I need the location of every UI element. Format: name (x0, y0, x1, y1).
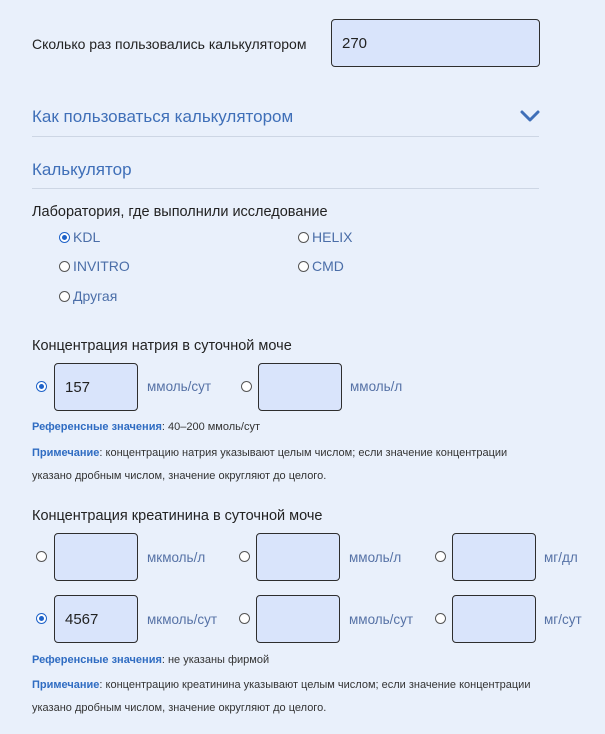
creatinine-reference-value: : не указаны фирмой (161, 654, 270, 666)
sodium-input-mmol-l[interactable] (258, 363, 342, 411)
sodium-radio-mmol-day[interactable] (36, 381, 47, 392)
creatinine-unit-mg-dl: мг/дл (544, 550, 578, 565)
creatinine-radio-umol-day[interactable] (36, 613, 47, 624)
usage-count-field[interactable]: 270 (331, 19, 540, 67)
lab-option-helix-label[interactable]: HELIX (312, 229, 353, 245)
creatinine-input-mg-day[interactable] (452, 595, 536, 643)
sodium-reference-label: Референсные значения (32, 421, 162, 433)
creatinine-radio-mmol-day[interactable] (239, 613, 250, 624)
creatinine-input-mg-dl[interactable] (452, 533, 536, 581)
sodium-unit-mmol-day: ммоль/сут (147, 379, 212, 394)
creatinine-radio-mmol-l[interactable] (239, 551, 250, 562)
creatinine-unit-mg-day: мг/сут (544, 612, 582, 627)
creatinine-unit-mmol-day: ммоль/сут (349, 612, 414, 627)
sodium-reference (32, 421, 260, 433)
creatinine-unit-mmol-l: ммоль/л (349, 550, 402, 565)
usage-count-label: Сколько раз пользовались калькулятором (32, 36, 307, 52)
creatinine-radio-umol-l[interactable] (36, 551, 47, 562)
sodium-unit-mmol-l: ммоль/л (350, 379, 403, 394)
sodium-reference-value: : 40–200 ммоль/сут (161, 421, 260, 433)
lab-radio-kdl[interactable] (59, 232, 70, 243)
chevron-down-icon[interactable] (519, 108, 541, 124)
creatinine-question: Концентрация креатинина в суточной моче (32, 508, 323, 524)
lab-radio-other[interactable] (59, 291, 70, 302)
divider (32, 188, 539, 189)
lab-option-kdl-label[interactable]: KDL (73, 229, 101, 245)
creatinine-unit-umol-l: мкмоль/л (147, 550, 206, 565)
sodium-input-mmol-day[interactable]: 157 (54, 363, 138, 411)
creatinine-radio-mg-dl[interactable] (435, 551, 446, 562)
how-to-use-accordion-title[interactable]: Как пользоваться калькулятором (32, 107, 294, 126)
sodium-note-line2: указано дробным числом, значение округляют до целого. (32, 470, 327, 482)
lab-question: Лаборатория, где выполнили исследование (32, 204, 328, 220)
creatinine-note-line2: указано дробным числом, значение округляют до целого. (32, 702, 327, 714)
creatinine-unit-umol-day: мкмоль/сут (147, 612, 218, 627)
creatinine-input-mmol-day[interactable] (256, 595, 340, 643)
lab-radio-helix[interactable] (298, 232, 309, 243)
calculator-title: Калькулятор (32, 160, 132, 179)
sodium-note (32, 442, 572, 488)
creatinine-reference (32, 654, 269, 666)
sodium-question: Концентрация натрия в суточной моче (32, 338, 292, 354)
lab-option-cmd-label[interactable]: CMD (312, 258, 344, 274)
creatinine-note-label: Примечание (32, 679, 100, 691)
lab-option-invitro-label[interactable]: INVITRO (73, 258, 130, 274)
creatinine-reference-label: Референсные значения (32, 654, 162, 666)
creatinine-note-line1: : концентрацию креатинина указывают целым числом; если значение концентрации (99, 679, 531, 691)
lab-option-other-label[interactable]: Другая (73, 288, 118, 304)
creatinine-input-umol-l[interactable] (54, 533, 138, 581)
sodium-radio-mmol-l[interactable] (241, 381, 252, 392)
sodium-note-line1: : концентрацию натрия указывают целым числом; если значение концентрации (99, 447, 508, 459)
sodium-note-label: Примечание (32, 447, 100, 459)
creatinine-input-umol-day[interactable]: 4567 (54, 595, 138, 643)
lab-radio-invitro[interactable] (59, 261, 70, 272)
divider (32, 136, 539, 137)
creatinine-radio-mg-day[interactable] (435, 613, 446, 624)
lab-radio-cmd[interactable] (298, 261, 309, 272)
creatinine-note (32, 674, 592, 720)
creatinine-input-mmol-l[interactable] (256, 533, 340, 581)
